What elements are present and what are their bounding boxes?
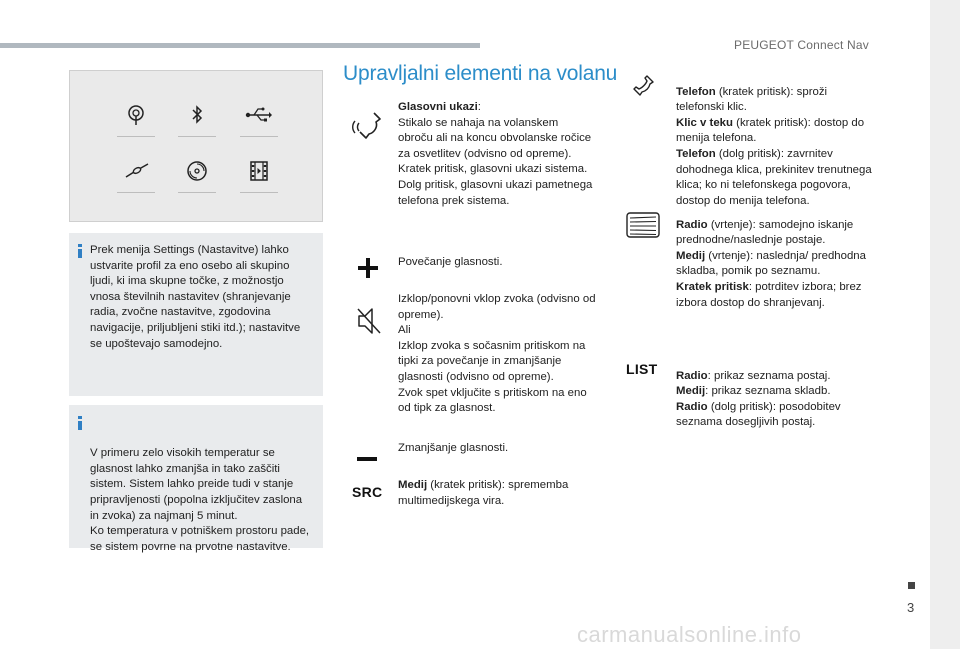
- control-term: Glasovni ukazi: [398, 101, 478, 113]
- page-number: 3: [907, 600, 915, 615]
- control-desc-volume-down: [398, 441, 594, 457]
- thumbwheel-icon: [626, 212, 660, 243]
- phone-icon: [632, 74, 656, 103]
- control-desc-phone: [676, 69, 876, 209]
- control-term: Kratek pritisk: [676, 280, 749, 293]
- aux-jack-icon: [117, 159, 155, 193]
- plus-icon: [357, 257, 379, 284]
- header-brand: PEUGEOT Connect Nav: [734, 38, 869, 52]
- section-title: Upravljalni elementi na volanu: [343, 62, 618, 85]
- control-term: Medij: [676, 249, 706, 262]
- control-desc-list: [676, 353, 876, 431]
- control-term: Telefon: [676, 147, 716, 160]
- usb-icon: [240, 103, 278, 137]
- control-text: (vrtenje): naslednja/ predhodna skladba, pomik po seznamu.: [676, 249, 866, 278]
- page-marker: [908, 582, 915, 589]
- list-label: LIST: [626, 361, 658, 377]
- control-text: Zmanjšanje glasnosti.: [398, 442, 509, 454]
- watermark: carmanualsonline.info: [577, 622, 802, 647]
- minus-icon: [357, 450, 379, 468]
- control-text: : prikaz seznama skladb.: [705, 385, 831, 398]
- bluetooth-icon: [178, 103, 216, 137]
- control-text: (kratek pritisk): dostop do menija telefona.: [676, 116, 865, 145]
- control-text: (vrtenje): samodejno iskanje prednodne/naslednje postaje.: [676, 218, 854, 247]
- info-icon: [78, 244, 82, 258]
- control-text: Izklop/ponovni vklop zvoka (odvisno od opreme). Ali Izklop zvoka s sočasnim pritiskom na tipki za povečanje in zmanjšanje glasnosti (odvisno od opreme). Zvok spet vključite s pritiskom na eno od tipk za glasnost.: [398, 293, 596, 415]
- voice-command-icon: [352, 110, 384, 145]
- control-text: (kratek pritisk): sproži telefonski klic.: [676, 85, 828, 114]
- control-text: (dolg pritisk): posodobitev seznama dosegljivih postaj.: [676, 400, 841, 429]
- mute-icon: [356, 306, 382, 341]
- control-term: Medij: [398, 479, 428, 491]
- control-text: : potrditev izbora; brez izbora dostop do shranjevanj.: [676, 280, 862, 309]
- info-icon: [78, 416, 82, 430]
- control-text: : Stikalo se nahaja na volanskem obroču ali na koncu obvolanske ročice za osvetlitev (odvisno od opreme). Kratek pritisk, glasovni ukazi sistema. Dolg pritisk, glasovni ukazi pametnega telefona prek sistema.: [398, 101, 593, 207]
- info-note-temperature: [69, 405, 323, 553]
- note-text: Prek menija Settings (Nastavitve) lahko ustvarite profil za eno osebo ali skupino ljudi, ki ima skupne točke, z možnostjo vnosa številnih nastavitev (shranjevanje radia, zvočne nastavitve, zgodovina navigacije, priljubljeni stiki itd.); nastavitve se upoštevajo samodejno.: [90, 244, 301, 350]
- control-term: Radio: [676, 218, 708, 231]
- control-desc-source: [398, 478, 594, 509]
- radio-icon: [117, 103, 155, 137]
- control-text: (kratek pritisk): sprememba multimedijskega vira.: [398, 479, 569, 507]
- control-desc-thumbwheel: [676, 202, 876, 311]
- cd-icon: [178, 159, 216, 193]
- control-term: Radio: [676, 369, 708, 382]
- control-term: Telefon: [676, 85, 716, 98]
- header-rule: [0, 43, 480, 48]
- src-label: SRC: [352, 484, 383, 500]
- page-edge-strip: [930, 0, 960, 649]
- info-note-profiles: [69, 233, 323, 396]
- control-text: : prikaz seznama postaj.: [707, 369, 831, 382]
- control-term: Radio: [676, 400, 708, 413]
- control-desc-volume-up: [398, 255, 594, 271]
- control-term: Klic v teku: [676, 116, 733, 129]
- media-icon: [240, 159, 278, 193]
- control-text: (dolg pritisk): zavrnitev dohodnega klica, prekinitev trenutnega klica; ko ni telefonskega pogovora, dostop do menija telefona.: [676, 147, 872, 207]
- control-desc-voice: [398, 100, 594, 209]
- control-text: Povečanje glasnosti.: [398, 256, 503, 268]
- source-icon-panel: [69, 70, 323, 222]
- control-desc-mute: [398, 292, 596, 417]
- control-term: Medij: [676, 385, 706, 398]
- note-text: V primeru zelo visokih temperatur se glasnost lahko zmanjša in tako zaščiti sistem. Sistem lahko preide tudi v stanje pripravljenosti (popolna izključitev zaslona in zvoka) za najmanj 5 minut. Ko temperatura v potniškem prostoru pade, se sistem povrne na prvotne nastavitve.: [90, 447, 310, 553]
